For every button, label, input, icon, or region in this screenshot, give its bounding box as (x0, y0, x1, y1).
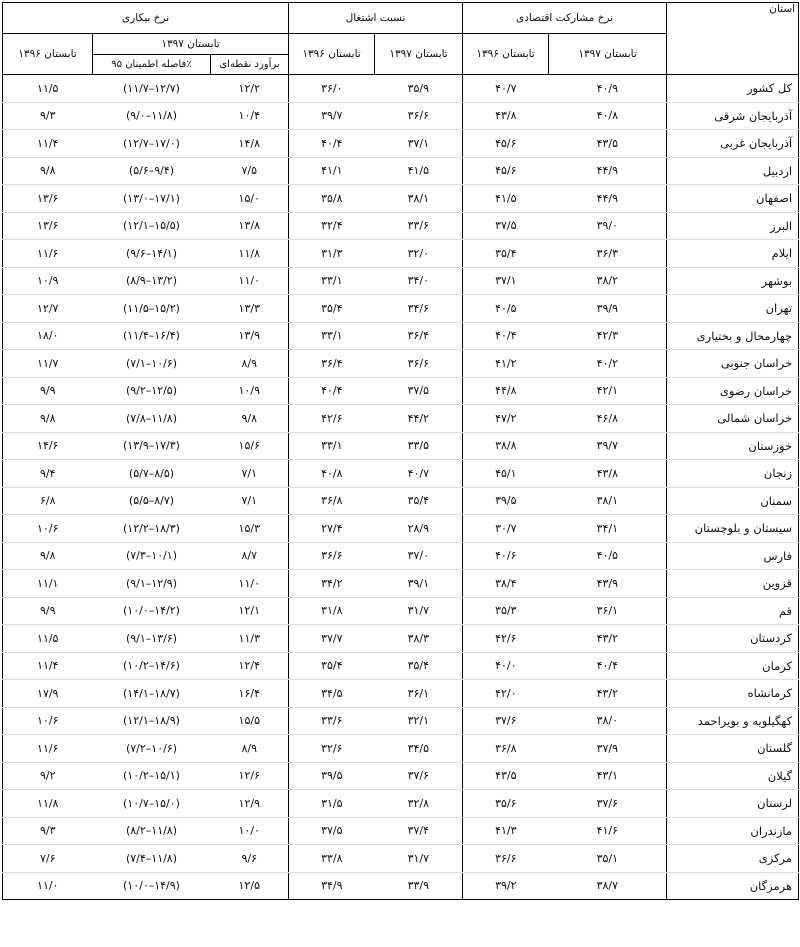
confidence-interval-cell: (۱۴/۱–۱۸/۷) (93, 680, 211, 708)
participation-1397-cell: ۴۰/۲ (549, 350, 667, 378)
participation-1397-cell: ۴۴/۹ (549, 185, 667, 213)
province-name-cell: قم (667, 597, 799, 625)
province-name-cell: مرکزی (667, 845, 799, 873)
participation-1397-cell: ۴۰/۸ (549, 102, 667, 130)
province-name-cell: چهارمحال و بختیاری (667, 322, 799, 350)
participation-1396-cell: ۳۰/۷ (463, 515, 549, 543)
unemployment-1397-cell: ۱۲/۴ (211, 652, 289, 680)
unemployment-1397-cell: ۱۵/۶ (211, 432, 289, 460)
table-row (3, 185, 799, 213)
table-row (3, 212, 799, 240)
employment-1397-cell: ۴۱/۵ (375, 157, 463, 185)
employment-1397-cell: ۳۸/۳ (375, 625, 463, 653)
unemployment-1397-cell: ۱۱/۸ (211, 240, 289, 268)
employment-1396-cell: ۳۶/۶ (289, 542, 375, 570)
employment-1397-cell: ۳۵/۴ (375, 652, 463, 680)
participation-1396-cell: ۴۵/۶ (463, 130, 549, 158)
unemployment-1397-cell: ۱۰/۴ (211, 102, 289, 130)
participation-1397-cell: ۴۳/۲ (549, 625, 667, 653)
participation-1397-cell: ۳۶/۳ (549, 240, 667, 268)
unemployment-1396-cell: ۹/۹ (3, 597, 93, 625)
table-row (3, 295, 799, 323)
confidence-interval-cell: (۵/۵–۸/۷) (93, 487, 211, 515)
participation-1397-cell: ۳۸/۰ (549, 707, 667, 735)
employment-1396-cell: ۴۰/۴ (289, 130, 375, 158)
unemployment-1397-cell: ۱۰/۰ (211, 817, 289, 845)
participation-1396-cell: ۴۰/۶ (463, 542, 549, 570)
employment-1396-header: تابستان ۱۳۹۶ (289, 34, 375, 75)
employment-1397-cell: ۳۱/۷ (375, 597, 463, 625)
unemployment-1396-cell: ۱۱/۵ (3, 75, 93, 103)
unemployment-1396-cell: ۱۱/۱ (3, 570, 93, 598)
unemployment-1397-cell: ۱۲/۲ (211, 75, 289, 103)
table-row (3, 735, 799, 763)
participation-1396-cell: ۴۲/۶ (463, 625, 549, 653)
unemployment-1397-cell: ۱۲/۵ (211, 872, 289, 900)
participation-1397-cell: ۳۹/۹ (549, 295, 667, 323)
table-row (3, 322, 799, 350)
unemployment-1397-cell: ۱۲/۹ (211, 790, 289, 818)
employment-1396-cell: ۳۷/۷ (289, 625, 375, 653)
participation-1397-cell: ۴۰/۵ (549, 542, 667, 570)
province-name-cell: زنجان (667, 460, 799, 488)
participation-1396-cell: ۴۲/۰ (463, 680, 549, 708)
employment-1397-header: تابستان ۱۳۹۷ (375, 34, 463, 75)
participation-1397-cell: ۴۰/۹ (549, 75, 667, 103)
participation-1397-cell: ۳۸/۲ (549, 267, 667, 295)
employment-1397-cell: ۳۷/۴ (375, 817, 463, 845)
unemployment-1396-cell: ۷/۶ (3, 845, 93, 873)
employment-1397-cell: ۳۲/۱ (375, 707, 463, 735)
confidence-interval-cell: (۱۰/۷–۱۵/۰) (93, 790, 211, 818)
participation-1396-cell: ۴۰/۰ (463, 652, 549, 680)
unemployment-1397-cell: ۹/۸ (211, 405, 289, 433)
unemployment-1397-cell: ۸/۷ (211, 542, 289, 570)
participation-1396-header: تابستان ۱۳۹۶ (463, 34, 549, 75)
unemployment-1396-cell: ۱۲/۷ (3, 295, 93, 323)
unemployment-1396-cell: ۹/۸ (3, 157, 93, 185)
unemployment-1397-cell: ۹/۶ (211, 845, 289, 873)
confidence-interval-cell: (۵/۶–۹/۴) (93, 157, 211, 185)
table-row (3, 597, 799, 625)
unemployment-1397-cell: ۸/۹ (211, 350, 289, 378)
unemployment-1397-cell: ۷/۵ (211, 157, 289, 185)
unemployment-1396-cell: ۱۸/۰ (3, 322, 93, 350)
unemployment-1396-cell: ۹/۹ (3, 377, 93, 405)
confidence-interval-cell: (۱۲/۱–۱۸/۹) (93, 707, 211, 735)
participation-1397-cell: ۳۹/۷ (549, 432, 667, 460)
province-name-cell: لرستان (667, 790, 799, 818)
unemployment-1397-cell: ۱۳/۳ (211, 295, 289, 323)
employment-1396-cell: ۳۱/۵ (289, 790, 375, 818)
employment-1397-cell: ۳۲/۰ (375, 240, 463, 268)
province-name-cell: گیلان (667, 762, 799, 790)
province-name-cell: خراسان شمالی (667, 405, 799, 433)
confidence-interval-cell: (۱۰/۲–۱۵/۱) (93, 762, 211, 790)
employment-1396-cell: ۴۲/۶ (289, 405, 375, 433)
participation-1396-cell: ۳۶/۸ (463, 735, 549, 763)
employment-1396-cell: ۴۰/۴ (289, 377, 375, 405)
unemployment-1397-cell: ۱۱/۰ (211, 267, 289, 295)
employment-1396-cell: ۳۱/۳ (289, 240, 375, 268)
province-name-cell: اصفهان (667, 185, 799, 213)
confidence-interval-cell: (۱۲/۱–۱۵/۵) (93, 212, 211, 240)
participation-1396-cell: ۳۶/۶ (463, 845, 549, 873)
participation-1396-cell: ۳۵/۴ (463, 240, 549, 268)
employment-1397-cell: ۳۹/۱ (375, 570, 463, 598)
province-name-cell: کل کشور (667, 75, 799, 103)
employment-1397-cell: ۳۳/۹ (375, 872, 463, 900)
employment-1397-cell: ۳۷/۱ (375, 130, 463, 158)
participation-1396-cell: ۴۰/۴ (463, 322, 549, 350)
employment-1396-cell: ۳۲/۶ (289, 735, 375, 763)
table-row (3, 377, 799, 405)
unemployment-1397-cell: ۱۳/۸ (211, 212, 289, 240)
employment-1397-cell: ۳۴/۰ (375, 267, 463, 295)
participation-1396-cell: ۴۱/۵ (463, 185, 549, 213)
confidence-interval-cell: (۱۳/۰–۱۷/۱) (93, 185, 211, 213)
table-row (3, 487, 799, 515)
document-page (2, 2, 798, 900)
table-body (3, 75, 799, 900)
employment-1397-cell: ۳۶/۶ (375, 350, 463, 378)
employment-1396-cell: ۲۷/۴ (289, 515, 375, 543)
unemployment-1396-cell: ۱۳/۶ (3, 185, 93, 213)
table-row (3, 817, 799, 845)
unemployment-1396-cell: ۹/۴ (3, 460, 93, 488)
confidence-interval-cell: (۹/۱–۱۲/۹) (93, 570, 211, 598)
participation-1396-cell: ۴۵/۱ (463, 460, 549, 488)
employment-1397-cell: ۳۳/۶ (375, 212, 463, 240)
employment-1397-cell: ۳۴/۶ (375, 295, 463, 323)
confidence-interval-cell: (۷/۳–۱۰/۱) (93, 542, 211, 570)
employment-1396-cell: ۳۴/۲ (289, 570, 375, 598)
labor-stats-table (2, 2, 799, 900)
participation-1397-cell: ۴۳/۲ (549, 680, 667, 708)
province-name-cell: اردبیل (667, 157, 799, 185)
province-name-cell: گلستان (667, 735, 799, 763)
province-name-cell: البرز (667, 212, 799, 240)
province-name-cell: تهران (667, 295, 799, 323)
table-row (3, 542, 799, 570)
table-row (3, 432, 799, 460)
unemployment-1397-cell: ۱۳/۹ (211, 322, 289, 350)
participation-1396-cell: ۴۱/۲ (463, 350, 549, 378)
participation-1397-cell: ۳۹/۰ (549, 212, 667, 240)
employment-1397-cell: ۳۲/۸ (375, 790, 463, 818)
participation-1396-cell: ۴۳/۵ (463, 762, 549, 790)
employment-1396-cell: ۳۳/۱ (289, 432, 375, 460)
participation-group-header: نرخ مشارکت اقتصادی (463, 3, 667, 34)
employment-group-header: نسبت اشتغال (289, 3, 463, 34)
confidence-interval-cell: (۹/۶–۱۴/۱) (93, 240, 211, 268)
participation-1397-cell: ۴۰/۴ (549, 652, 667, 680)
table-row (3, 652, 799, 680)
unemployment-1396-cell: ۱۷/۹ (3, 680, 93, 708)
confidence-interval-cell: (۱۱/۵–۱۵/۲) (93, 295, 211, 323)
employment-1397-cell: ۳۶/۱ (375, 680, 463, 708)
unemployment-1397-cell: ۱۲/۱ (211, 597, 289, 625)
employment-1396-cell: ۳۳/۶ (289, 707, 375, 735)
province-name-cell: هرمزگان (667, 872, 799, 900)
participation-1396-cell: ۳۷/۶ (463, 707, 549, 735)
table-row (3, 350, 799, 378)
confidence-interval-cell: (۷/۱–۱۰/۶) (93, 350, 211, 378)
employment-1397-cell: ۳۵/۹ (375, 75, 463, 103)
confidence-interval-cell: (۷/۴–۱۱/۸) (93, 845, 211, 873)
participation-1397-cell: ۴۳/۹ (549, 570, 667, 598)
confidence-interval-cell: (۸/۹–۱۳/۲) (93, 267, 211, 295)
participation-1397-cell: ۴۲/۱ (549, 377, 667, 405)
table-row (3, 460, 799, 488)
confidence-interval-cell: (۱۱/۷–۱۲/۷) (93, 75, 211, 103)
employment-1397-cell: ۳۶/۶ (375, 102, 463, 130)
employment-1396-cell: ۳۴/۵ (289, 680, 375, 708)
unemployment-1396-cell: ۱۰/۹ (3, 267, 93, 295)
participation-1396-cell: ۳۷/۵ (463, 212, 549, 240)
participation-1397-cell: ۴۲/۳ (549, 322, 667, 350)
employment-1397-cell: ۳۵/۴ (375, 487, 463, 515)
participation-1396-cell: ۴۰/۷ (463, 75, 549, 103)
table-row (3, 762, 799, 790)
unemployment-1396-cell: ۱۱/۰ (3, 872, 93, 900)
employment-1396-cell: ۳۶/۰ (289, 75, 375, 103)
table-row (3, 515, 799, 543)
participation-1397-cell: ۳۸/۷ (549, 872, 667, 900)
unemployment-1397-cell: ۸/۹ (211, 735, 289, 763)
province-name-cell: کرمان (667, 652, 799, 680)
confidence-interval-cell: (۱۰/۰–۱۴/۲) (93, 597, 211, 625)
unemployment-1397-cell: ۱۱/۳ (211, 625, 289, 653)
table-row (3, 707, 799, 735)
unemployment-1397-cell: ۱۲/۶ (211, 762, 289, 790)
employment-1396-cell: ۳۵/۴ (289, 652, 375, 680)
unemployment-1396-cell: ۹/۸ (3, 405, 93, 433)
participation-1397-cell: ۳۷/۹ (549, 735, 667, 763)
province-name-cell: خوزستان (667, 432, 799, 460)
unemployment-1397-cell: ۱۴/۸ (211, 130, 289, 158)
province-name-cell: خراسان جنوبی (667, 350, 799, 378)
province-name-cell: آذربایجان غربی (667, 130, 799, 158)
province-header: استان (667, 3, 799, 75)
confidence-interval-cell: (۹/۰–۱۱/۸) (93, 102, 211, 130)
province-name-cell: قزوین (667, 570, 799, 598)
unemployment-1396-cell: ۱۱/۵ (3, 625, 93, 653)
participation-1397-cell: ۴۴/۹ (549, 157, 667, 185)
confidence-interval-cell: (۷/۲–۱۰/۶) (93, 735, 211, 763)
participation-1396-cell: ۳۸/۸ (463, 432, 549, 460)
employment-1397-cell: ۳۸/۱ (375, 185, 463, 213)
province-name-cell: بوشهر (667, 267, 799, 295)
participation-1397-cell: ۳۷/۶ (549, 790, 667, 818)
table-row (3, 570, 799, 598)
participation-1397-cell: ۴۱/۶ (549, 817, 667, 845)
employment-1397-cell: ۳۷/۵ (375, 377, 463, 405)
confidence-interval-cell: (۵/۷–۸/۵) (93, 460, 211, 488)
employment-1397-cell: ۴۰/۷ (375, 460, 463, 488)
unemployment-1396-cell: ۹/۸ (3, 542, 93, 570)
confidence-interval-cell: (۱۲/۲–۱۸/۳) (93, 515, 211, 543)
unemployment-1396-cell: ۱۱/۶ (3, 240, 93, 268)
employment-1397-cell: ۳۳/۵ (375, 432, 463, 460)
confidence-interval-cell: (۸/۲–۱۱/۸) (93, 817, 211, 845)
employment-1397-cell: ۲۸/۹ (375, 515, 463, 543)
unemployment-1397-cell: ۱۰/۹ (211, 377, 289, 405)
province-name-cell: کردستان (667, 625, 799, 653)
participation-1397-cell: ۴۳/۵ (549, 130, 667, 158)
table-row (3, 240, 799, 268)
unemployment-1396-cell: ۹/۲ (3, 762, 93, 790)
table-row (3, 845, 799, 873)
participation-1396-cell: ۴۵/۶ (463, 157, 549, 185)
unemployment-group-header: نرخ بیکاری (3, 3, 289, 34)
employment-1396-cell: ۳۶/۸ (289, 487, 375, 515)
participation-1397-cell: ۴۶/۸ (549, 405, 667, 433)
unemployment-1396-cell: ۱۱/۶ (3, 735, 93, 763)
table-row (3, 75, 799, 103)
participation-1396-cell: ۳۹/۵ (463, 487, 549, 515)
table-row (3, 790, 799, 818)
participation-1396-cell: ۳۵/۶ (463, 790, 549, 818)
employment-1396-cell: ۴۱/۱ (289, 157, 375, 185)
table-row (3, 405, 799, 433)
employment-1397-cell: ۳۷/۰ (375, 542, 463, 570)
province-name-cell: ایلام (667, 240, 799, 268)
participation-1396-cell: ۴۴/۸ (463, 377, 549, 405)
employment-1396-cell: ۳۷/۵ (289, 817, 375, 845)
employment-1396-cell: ۳۲/۴ (289, 212, 375, 240)
confidence-interval-cell: (۷/۸–۱۱/۸) (93, 405, 211, 433)
confidence-interval-cell: (۱۱/۴–۱۶/۴) (93, 322, 211, 350)
participation-1396-cell: ۳۹/۲ (463, 872, 549, 900)
table-row (3, 680, 799, 708)
confidence-interval-header: فاصله اطمینان ۹۵٪ (93, 55, 211, 75)
unemployment-1396-cell: ۶/۸ (3, 487, 93, 515)
province-name-cell: سیستان و بلوچستان (667, 515, 799, 543)
unemployment-1396-cell: ۱۳/۶ (3, 212, 93, 240)
province-name-cell: فارس (667, 542, 799, 570)
unemployment-1396-cell: ۹/۳ (3, 102, 93, 130)
participation-1396-cell: ۳۸/۴ (463, 570, 549, 598)
unemployment-1397-cell: ۷/۱ (211, 487, 289, 515)
province-name-cell: آذربایجان شرقی (667, 102, 799, 130)
employment-1396-cell: ۳۹/۷ (289, 102, 375, 130)
unemployment-1397-cell: ۱۶/۴ (211, 680, 289, 708)
employment-1396-cell: ۳۵/۸ (289, 185, 375, 213)
confidence-interval-cell: (۱۰/۰–۱۴/۹) (93, 872, 211, 900)
employment-1396-cell: ۳۱/۸ (289, 597, 375, 625)
participation-1396-cell: ۳۵/۳ (463, 597, 549, 625)
confidence-interval-cell: (۱۲/۷–۱۷/۰) (93, 130, 211, 158)
employment-1397-cell: ۳۱/۷ (375, 845, 463, 873)
employment-1396-cell: ۳۳/۱ (289, 322, 375, 350)
employment-1397-cell: ۳۷/۶ (375, 762, 463, 790)
participation-1397-cell: ۳۵/۱ (549, 845, 667, 873)
participation-1397-cell: ۴۳/۱ (549, 762, 667, 790)
confidence-interval-cell: (۹/۲–۱۲/۵) (93, 377, 211, 405)
province-name-cell: سمنان (667, 487, 799, 515)
employment-1396-cell: ۴۰/۸ (289, 460, 375, 488)
employment-1397-cell: ۳۴/۵ (375, 735, 463, 763)
employment-1396-cell: ۳۵/۴ (289, 295, 375, 323)
table-row (3, 625, 799, 653)
unemployment-1396-cell: ۱۱/۷ (3, 350, 93, 378)
employment-1396-cell: ۳۹/۵ (289, 762, 375, 790)
table-row (3, 872, 799, 900)
table-row (3, 157, 799, 185)
unemployment-1396-cell: ۱۱/۴ (3, 130, 93, 158)
province-name-cell: خراسان رضوی (667, 377, 799, 405)
participation-1396-cell: ۴۷/۲ (463, 405, 549, 433)
participation-1397-cell: ۳۴/۱ (549, 515, 667, 543)
confidence-interval-cell: (۱۳/۹–۱۷/۳) (93, 432, 211, 460)
unemployment-1396-cell: ۹/۳ (3, 817, 93, 845)
unemployment-1396-cell: ۱۴/۶ (3, 432, 93, 460)
table-row (3, 102, 799, 130)
unemployment-1396-cell: ۱۱/۴ (3, 652, 93, 680)
unemployment-1396-cell: ۱۰/۶ (3, 515, 93, 543)
province-name-cell: کهگیلویه و بویراحمد (667, 707, 799, 735)
unemployment-1396-header: تابستان ۱۳۹۶ (3, 34, 93, 75)
employment-1396-cell: ۳۶/۴ (289, 350, 375, 378)
participation-1397-header: تابستان ۱۳۹۷ (549, 34, 667, 75)
unemployment-1397-cell: ۱۱/۰ (211, 570, 289, 598)
participation-1396-cell: ۴۳/۸ (463, 102, 549, 130)
participation-1397-cell: ۴۳/۸ (549, 460, 667, 488)
employment-1396-cell: ۳۳/۱ (289, 267, 375, 295)
unemployment-1396-cell: ۱۰/۶ (3, 707, 93, 735)
participation-1396-cell: ۴۰/۵ (463, 295, 549, 323)
unemployment-1397-cell: ۱۵/۳ (211, 515, 289, 543)
unemployment-1396-cell: ۱۱/۸ (3, 790, 93, 818)
province-name-cell: مازندران (667, 817, 799, 845)
employment-1396-cell: ۳۴/۹ (289, 872, 375, 900)
employment-1397-cell: ۴۴/۲ (375, 405, 463, 433)
employment-1396-cell: ۳۳/۸ (289, 845, 375, 873)
participation-1397-cell: ۳۶/۱ (549, 597, 667, 625)
participation-1396-cell: ۳۷/۱ (463, 267, 549, 295)
participation-1396-cell: ۴۱/۳ (463, 817, 549, 845)
table-row (3, 267, 799, 295)
province-name-cell: کرمانشاه (667, 680, 799, 708)
point-estimate-header: برآورد نقطه‌ای (211, 55, 289, 75)
confidence-interval-cell: (۱۰/۲–۱۴/۶) (93, 652, 211, 680)
employment-1397-cell: ۳۶/۴ (375, 322, 463, 350)
unemployment-1397-cell: ۱۵/۰ (211, 185, 289, 213)
participation-1397-cell: ۳۸/۱ (549, 487, 667, 515)
unemployment-1397-cell: ۱۵/۵ (211, 707, 289, 735)
unemployment-1397-header: تابستان ۱۳۹۷ (93, 34, 289, 55)
unemployment-1397-cell: ۷/۱ (211, 460, 289, 488)
confidence-interval-cell: (۹/۱–۱۳/۶) (93, 625, 211, 653)
table-row (3, 130, 799, 158)
